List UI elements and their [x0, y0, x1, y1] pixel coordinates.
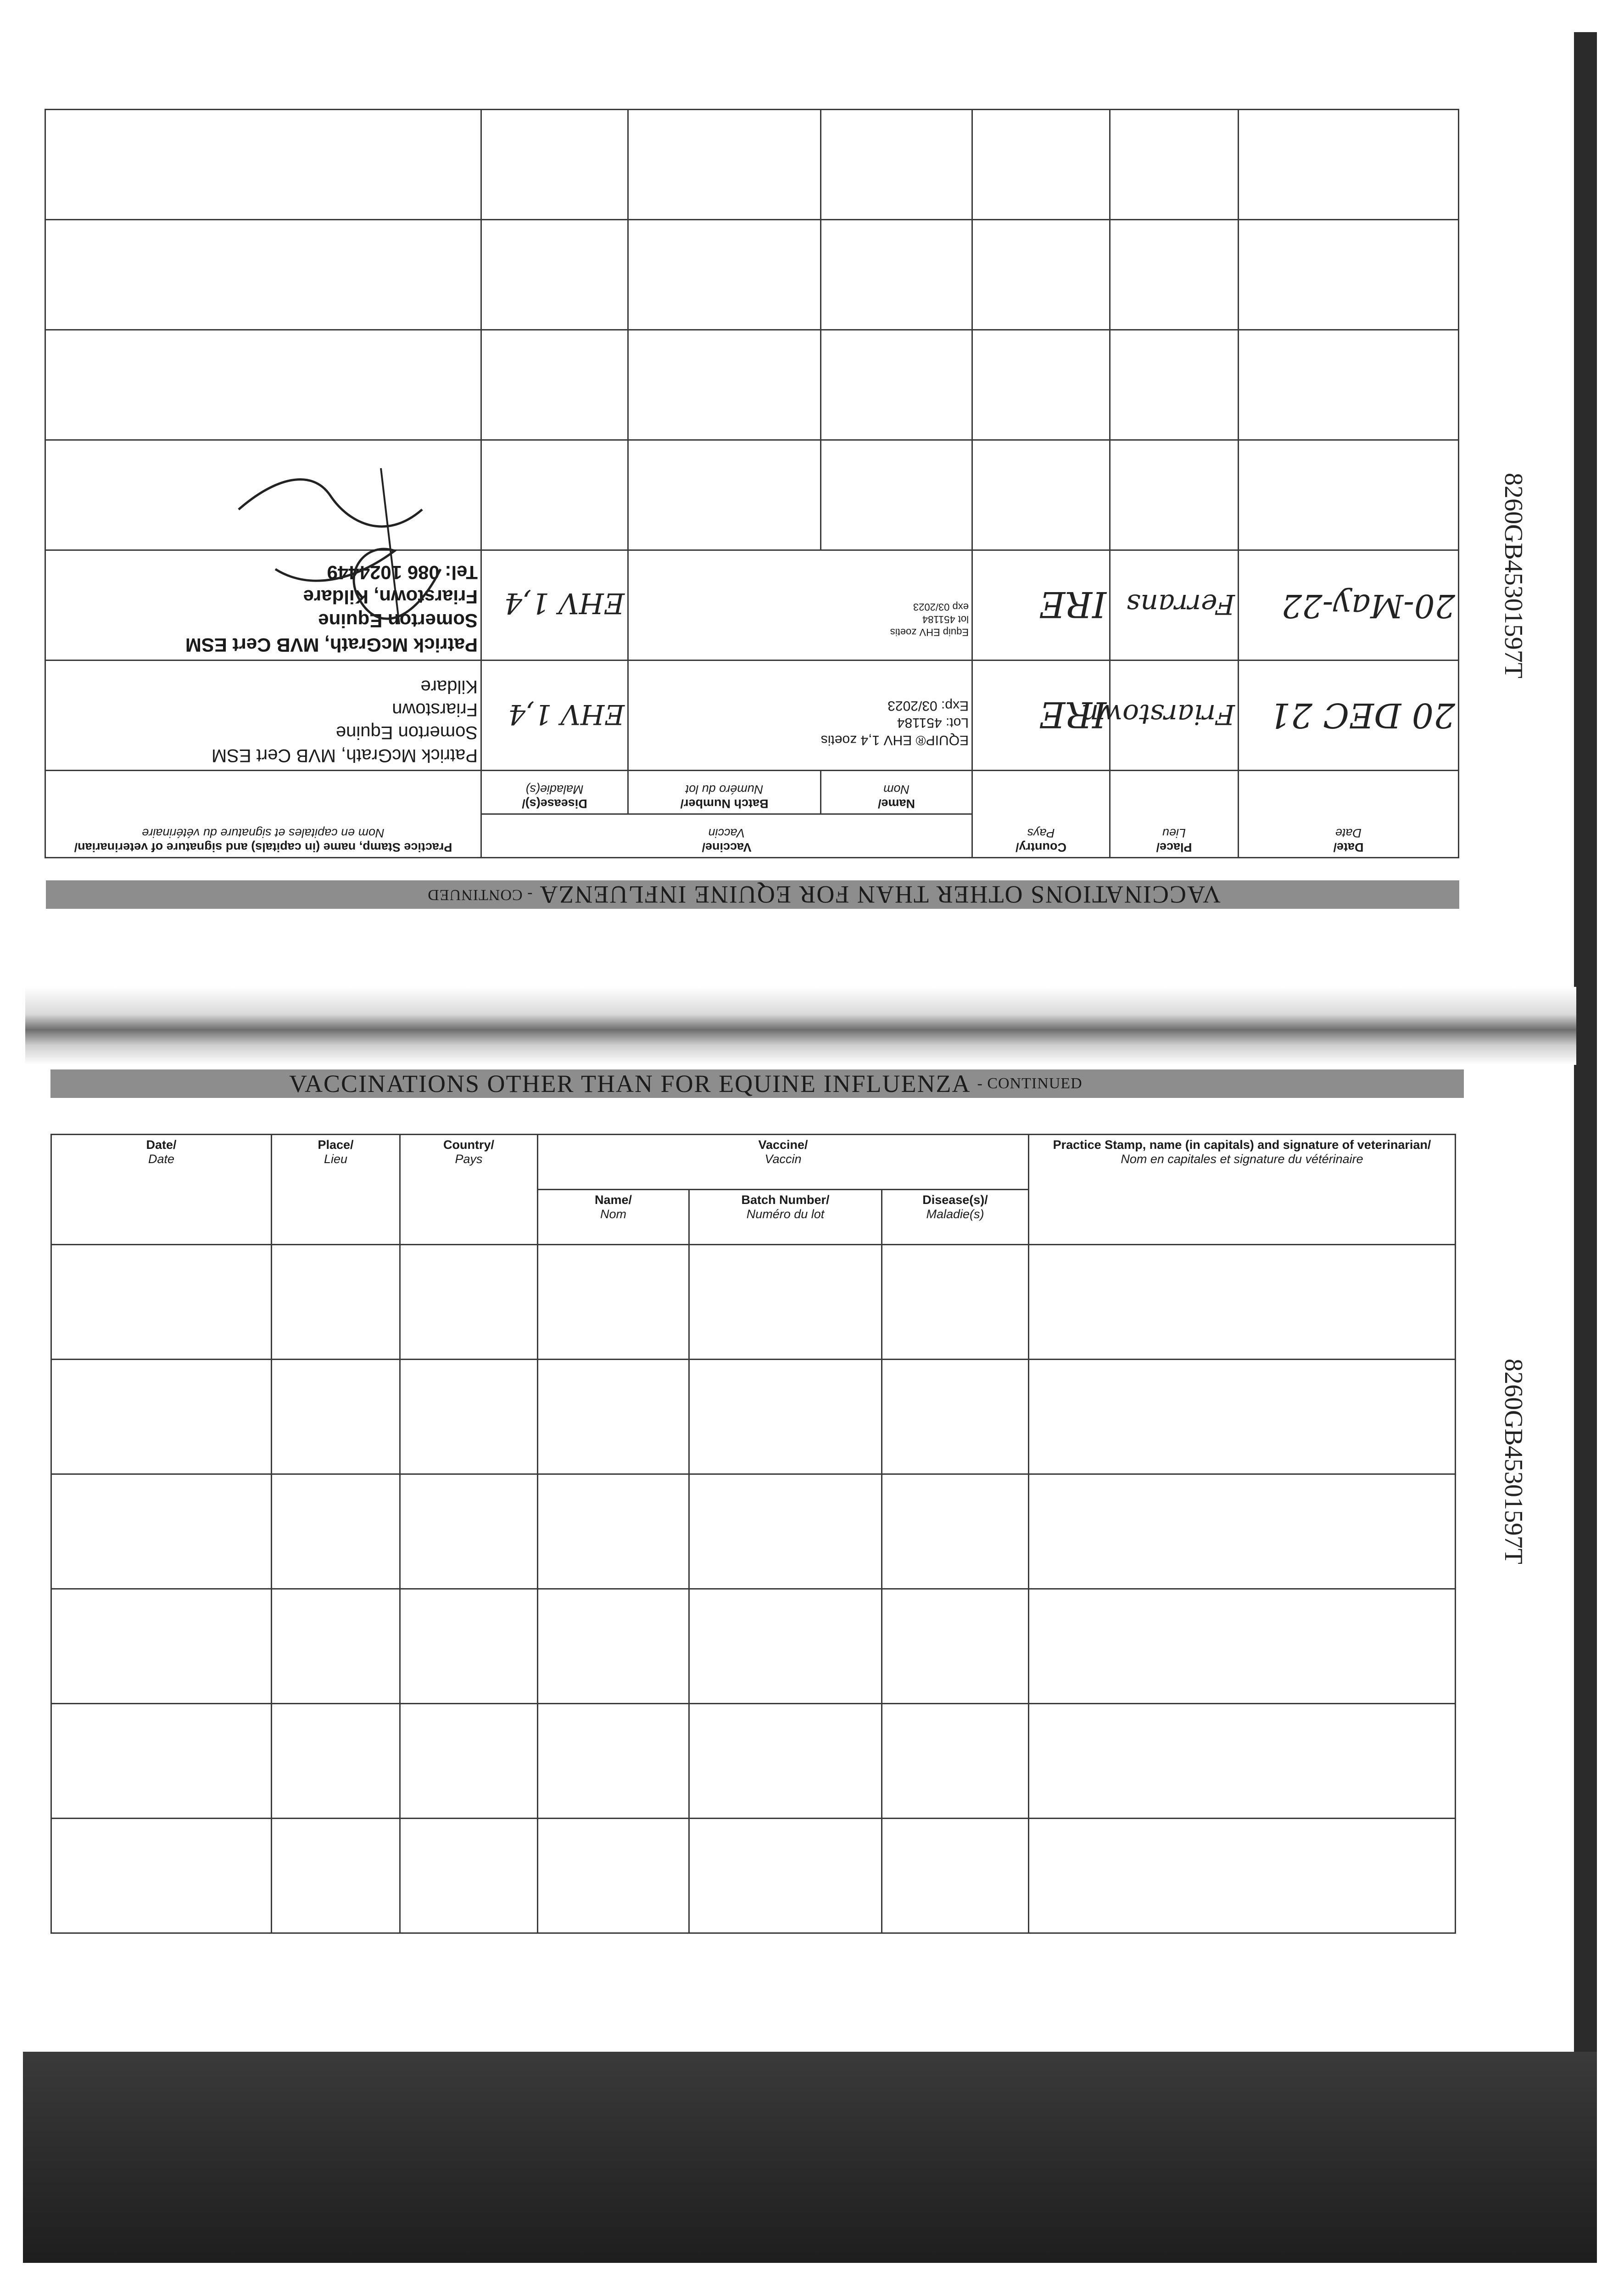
header-stamp: Practice Stamp, name (in capitals) and signature of veterinarian/ Nom en capitales et signature du vétérinaire: [1029, 1135, 1456, 1245]
section-banner: [50, 1069, 1464, 1098]
entry-country: IRE: [972, 550, 1110, 661]
table-row: [45, 661, 1459, 771]
header-date: Date/ Date: [51, 1135, 272, 1245]
table-row: [45, 110, 1459, 220]
book-spine-shadow: [25, 987, 1576, 1065]
header-batch: Batch Number/ Numéro du lot: [628, 771, 821, 814]
entry-place: Friarstown: [1110, 661, 1239, 771]
header-stamp: Practice Stamp, name (in capitals) and signature of veterinarian/ Nom en capitales et signature du vétérinaire: [45, 771, 481, 858]
table-row: [51, 1360, 1456, 1474]
table-row: [51, 1704, 1456, 1819]
banner-title: VACCINATIONS OTHER THAN FOR EQUINE INFLUENZA: [539, 881, 1221, 908]
entry-vaccine-sticker: EQUIP® EHV 1,4 zoetis Lot: 451184 Exp: 03/2023: [628, 661, 972, 771]
banner-suffix: - CONTINUED: [977, 1075, 1083, 1092]
scan-edge-shadow: [1574, 32, 1597, 2052]
passport-page-bottom: [50, 1069, 1464, 1978]
table-row: [45, 330, 1459, 440]
table-row: [51, 1819, 1456, 1933]
banner-suffix: - CONTINUED: [427, 886, 533, 903]
header-vaccine: Vaccine/ Vaccin: [481, 814, 972, 858]
header-country: Country/ Pays: [972, 771, 1110, 858]
vaccination-table: [50, 1134, 1456, 1934]
table-row: [51, 1589, 1456, 1704]
entry-stamp: Patrick McGrath, MVB Cert ESM Somerton Equine Friarstown, Kildare Tel: 086 1024449: [45, 550, 481, 661]
serial-number-bottom: 8260GB45301597T: [1499, 1359, 1528, 1564]
entry-date: 20-May-22: [1239, 550, 1459, 661]
scanner-background: [23, 2052, 1597, 2263]
banner-title: VACCINATIONS OTHER THAN FOR EQUINE INFLUENZA: [289, 1070, 971, 1097]
entry-place: Ferrans: [1110, 550, 1239, 661]
header-place: Place/ Lieu: [1110, 771, 1239, 858]
table-row: [51, 1245, 1456, 1360]
passport-page-top: [46, 92, 1459, 909]
entry-vaccine-sticker: Equip EHV zoetis lot 451184 exp 03/2023: [628, 550, 972, 661]
header-disease: Disease(s)/ Maladie(s): [481, 771, 628, 814]
entry-stamp: Patrick McGrath, MVB Cert ESM Somerton Equine Friarstown Kildare: [45, 661, 481, 771]
veterinarian-signature: [220, 441, 450, 661]
header-batch: Batch Number/ Numéro du lot: [689, 1190, 882, 1245]
header-name: Name/ Nom: [821, 771, 972, 814]
header-place: Place/ Lieu: [272, 1135, 400, 1245]
table-row: [51, 1474, 1456, 1589]
entry-disease: EHV 1,4: [481, 550, 628, 661]
entry-country: IRE: [972, 661, 1110, 771]
entry-date: 20 DEC 21: [1239, 661, 1459, 771]
header-country: Country/ Pays: [400, 1135, 538, 1245]
entry-disease: EHV 1,4: [481, 661, 628, 771]
section-banner: [46, 880, 1459, 909]
header-vaccine: Vaccine/ Vaccin: [538, 1135, 1029, 1190]
header-name: Name/ Nom: [538, 1190, 689, 1245]
serial-number-top: 8260GB45301597T: [1499, 473, 1528, 678]
table-row: [45, 220, 1459, 330]
header-date: Date/ Date: [1239, 771, 1459, 858]
header-disease: Disease(s)/ Maladie(s): [882, 1190, 1029, 1245]
